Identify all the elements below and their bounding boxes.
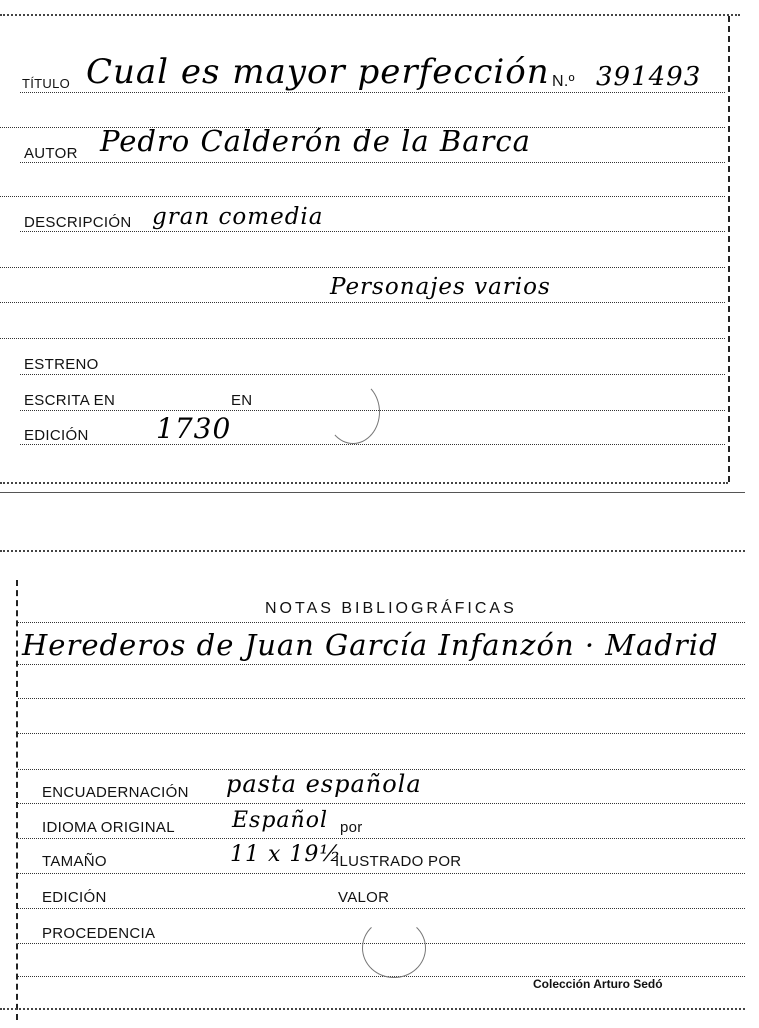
notas-value: Herederos de Juan García Infanzón · Madrid <box>22 628 719 662</box>
valor-label: VALOR <box>338 889 390 906</box>
edicion-label-back: EDICIÓN <box>42 889 107 906</box>
titulo-value: Cual es mayor perfección <box>86 52 550 92</box>
rule-line <box>0 196 725 197</box>
card-bottom-edge <box>0 482 728 484</box>
rule-line <box>20 374 725 375</box>
personajes-value: Personajes varios <box>330 274 551 300</box>
rule-line <box>18 622 745 623</box>
rule-line <box>18 733 745 734</box>
rule-line <box>18 698 745 699</box>
card-bottom-edge <box>0 1008 745 1010</box>
idioma-value: Español <box>232 808 328 833</box>
rule-line <box>0 267 725 268</box>
card-right-edge <box>728 16 730 482</box>
card-top-edge <box>0 14 740 16</box>
rule-line <box>0 302 725 303</box>
descripcion-label: DESCRIPCIÓN <box>24 214 132 231</box>
rule-line <box>18 838 745 839</box>
rule-line <box>20 162 725 163</box>
tamano-value: 11 x 19½ <box>230 842 342 867</box>
por-label: por <box>340 819 363 836</box>
escrita-en-label: EN <box>231 392 253 409</box>
rule-line <box>20 92 725 93</box>
tamano-label: TAMAÑO <box>42 853 107 870</box>
notas-heading: NOTAS BIBLIOGRÁFICAS <box>265 600 517 617</box>
rule-line <box>18 908 745 909</box>
rule-line <box>18 664 745 665</box>
catalog-card-back <box>0 540 759 1028</box>
card-top-edge <box>0 550 745 552</box>
rule-line <box>18 873 745 874</box>
encuadernacion-value: pasta española <box>226 770 422 798</box>
rule-line <box>20 444 725 445</box>
procedencia-label: PROCEDENCIA <box>42 925 156 942</box>
catalog-card-front <box>0 0 759 492</box>
punch-hole-mark <box>326 380 380 444</box>
rule-line <box>18 803 745 804</box>
edicion-label: EDICIÓN <box>24 427 89 444</box>
numero-value: 391493 <box>596 62 702 92</box>
card-left-edge <box>16 580 18 1020</box>
titulo-label: TÍTULO <box>22 76 71 91</box>
ilustrado-label: ILUSTRADO POR <box>335 853 462 870</box>
escrita-label: ESCRITA EN <box>24 392 116 409</box>
coleccion-footer: Colección Arturo Sedó <box>533 977 663 991</box>
punch-hole-mark <box>362 918 426 978</box>
edicion-value: 1730 <box>156 412 232 445</box>
descripcion-value: gran comedia <box>152 204 324 230</box>
autor-value: Pedro Calderón de la Barca <box>100 124 531 158</box>
rule-line <box>20 231 725 232</box>
numero-label: N.º <box>552 73 575 90</box>
rule-line <box>0 338 725 339</box>
estreno-label: ESTRENO <box>24 356 99 373</box>
card-separator <box>0 492 745 493</box>
idioma-label: IDIOMA ORIGINAL <box>42 819 175 836</box>
autor-label: AUTOR <box>24 145 78 162</box>
encuadernacion-label: ENCUADERNACIÓN <box>42 784 189 801</box>
